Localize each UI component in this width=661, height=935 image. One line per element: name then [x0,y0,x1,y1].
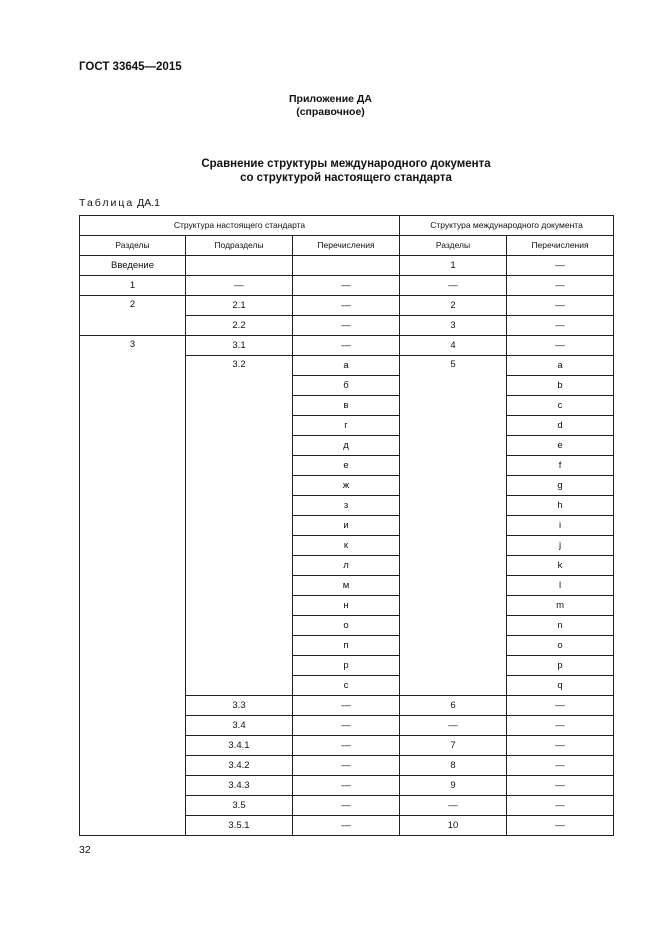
table-cell: 3 [80,336,186,836]
table-group-header-row [80,216,614,236]
table-cell: 3.3 [186,696,293,716]
table-caption-prefix: Таблица [79,197,135,209]
table-cell: 3.4.3 [186,776,293,796]
table-cell: 9 [400,776,507,796]
document-code: ГОСТ 33645—2015 [79,61,182,73]
table-cell: 3.2 [186,356,293,696]
table-cell: о [293,616,400,636]
table-cell: — [293,316,400,336]
table-cell: к [293,536,400,556]
table-cell: 3.4 [186,716,293,736]
table-cell: n [507,616,614,636]
table-cell: h [507,496,614,516]
appendix-title: Приложение ДА [289,93,372,105]
table-cell: 3 [400,316,507,336]
table-cell: — [293,296,400,316]
table-row [80,276,614,296]
column-header: Разделы [400,236,507,256]
table-cell: г [293,416,400,436]
table-cell: — [186,276,293,296]
group-header-international-document: Структура международного документа [400,216,614,236]
table-cell: 6 [400,696,507,716]
table-cell: е [293,456,400,476]
page-title-line-1: Сравнение структуры международного документа [201,158,491,170]
table-cell: g [507,476,614,496]
table-cell: 2.2 [186,316,293,336]
table-row [80,256,614,276]
table-cell: m [507,596,614,616]
table-row [80,296,614,316]
table-cell: — [293,716,400,736]
table-cell: — [507,776,614,796]
column-header: Разделы [80,236,186,256]
table-cell: 8 [400,756,507,776]
table-cell: e [507,436,614,456]
table-cell: c [507,396,614,416]
table-cell: — [507,336,614,356]
appendix-subtitle: (справочное) [296,106,365,118]
table-cell: a [507,356,614,376]
table-cell: 3.5.1 [186,816,293,836]
table-cell: o [507,636,614,656]
table-cell: 5 [400,356,507,696]
table-cell: — [507,816,614,836]
table-cell: — [400,716,507,736]
table-cell: 2.1 [186,296,293,316]
table-cell: п [293,636,400,656]
table-cell: j [507,536,614,556]
table-cell: q [507,676,614,696]
table-cell: м [293,576,400,596]
table-cell: 3.4.1 [186,736,293,756]
table-cell: — [293,776,400,796]
table-cell: — [507,296,614,316]
table-cell: 2 [400,296,507,316]
table-cell: — [293,336,400,356]
table-cell: л [293,556,400,576]
table-cell: 1 [80,276,186,296]
table-cell: 2 [80,296,186,336]
table-column-header-row [80,236,614,256]
table-cell: — [507,696,614,716]
table-cell: 7 [400,736,507,756]
table-cell: в [293,396,400,416]
table-cell: — [507,276,614,296]
table-cell: i [507,516,614,536]
table-cell: — [507,736,614,756]
appendix-heading [0,93,661,119]
table-cell: 3.5 [186,796,293,816]
table-cell: p [507,656,614,676]
table-cell [186,256,293,276]
table-cell: — [293,816,400,836]
page-title-line-2: со структурой настоящего стандарта [240,172,452,184]
table-cell: 1 [400,256,507,276]
table-cell: а [293,356,400,376]
table-cell: f [507,456,614,476]
table-cell: р [293,656,400,676]
table-cell: 3.1 [186,336,293,356]
table-row [80,336,614,356]
table-cell: н [293,596,400,616]
table-cell: д [293,436,400,456]
column-header: Подразделы [186,236,293,256]
page-number: 32 [79,844,91,856]
table-cell: б [293,376,400,396]
table-cell: Введение [80,256,186,276]
table-cell: — [507,716,614,736]
table-cell: 3.4.2 [186,756,293,776]
table-cell: — [507,256,614,276]
table-cell: — [293,276,400,296]
table-cell: — [507,756,614,776]
table-cell: и [293,516,400,536]
table-cell: 10 [400,816,507,836]
column-header: Перечисления [507,236,614,256]
table-cell: 4 [400,336,507,356]
table-cell: — [400,276,507,296]
comparison-table [79,215,614,836]
table-cell: d [507,416,614,436]
table-cell: с [293,676,400,696]
table-cell: — [507,796,614,816]
table-caption-id: ДА.1 [137,197,160,209]
table-cell: — [400,796,507,816]
group-header-current-standard: Структура настоящего стандарта [80,216,400,236]
column-header: Перечисления [293,236,400,256]
table-cell: — [293,696,400,716]
table-caption [79,197,160,209]
table-cell: b [507,376,614,396]
table-body [80,256,614,836]
table-cell: з [293,496,400,516]
table-cell: ж [293,476,400,496]
table-cell: k [507,556,614,576]
table-cell: — [293,736,400,756]
table-cell [293,256,400,276]
table-cell: l [507,576,614,596]
page-title [0,157,661,185]
table-cell: — [507,316,614,336]
table-cell: — [293,796,400,816]
table-cell: — [293,756,400,776]
